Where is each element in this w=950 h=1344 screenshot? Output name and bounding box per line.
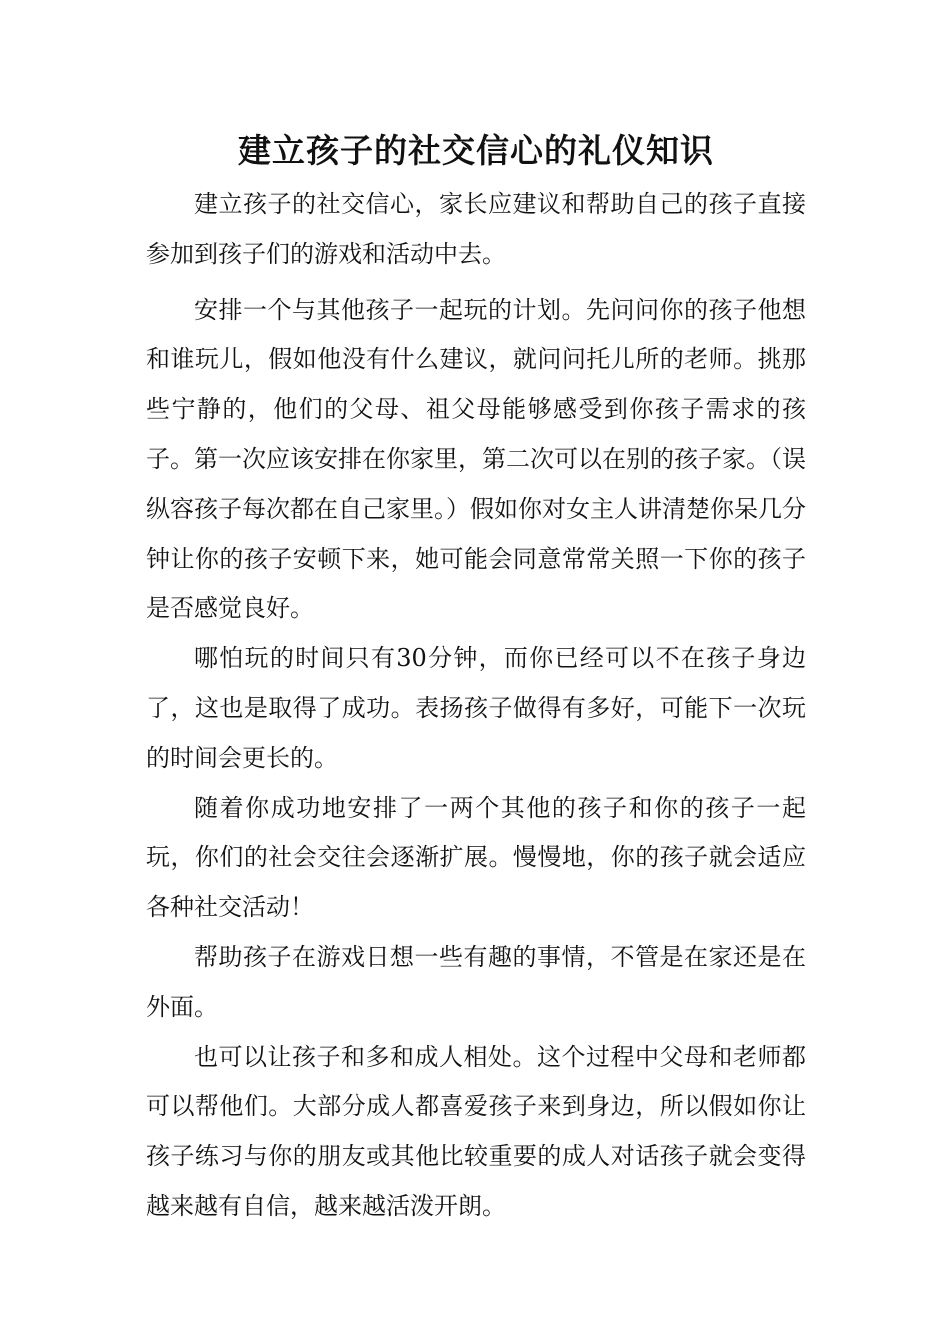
paragraph-1: 建立孩子的社交信心，家长应建议和帮助自己的孩子直接参加到孩子们的游戏和活动中去。 xyxy=(146,190,806,268)
paragraph-5: 帮助孩子在游戏日想一些有趣的事情，不管是在家还是在外面。 xyxy=(146,942,806,1021)
document-title: 建立孩子的社交信心的礼仪知识 xyxy=(238,131,714,170)
paragraph-6: 也可以让孩子和多和成人相处。这个过程中父母和老师都可以帮他们。大部分成人都喜爱孩子来到身边，所以假如你让孩子练习与你的朋友或其他比较重要的成人对话孩子就会变得越来越有自信，越来越活泼开朗。 xyxy=(146,1042,806,1220)
paragraph-3: 哪怕玩的时间只有30分钟，而你已经可以不在孩子身边了，这也是取得了成功。表扬孩子做得有多好，可能下一次玩的时间会更长的。 xyxy=(146,644,806,772)
document-page xyxy=(146,128,806,1232)
paragraph-4: 随着你成功地安排了一两个其他的孩子和你的孩子一起玩，你们的社会交往会逐渐扩展。慢慢地，你的孩子就会适应各种社交活动！ xyxy=(146,793,806,922)
paragraph-2: 安排一个与其他孩子一起玩的计划。先问问你的孩子他想和谁玩儿，假如他没有什么建议，就问问托儿所的老师。挑那些宁静的，他们的父母、祖父母能够感受到你孩子需求的孩子。第一次应该安排在你家里，第二次可以在别的孩子家。（误纵容孩子每次都在自己家里。）假如你对女主人讲清楚你呆几分钟让你的孩子安顿下来，她可能会同意常常关照一下你的孩子是否感觉良好。 xyxy=(146,295,806,623)
